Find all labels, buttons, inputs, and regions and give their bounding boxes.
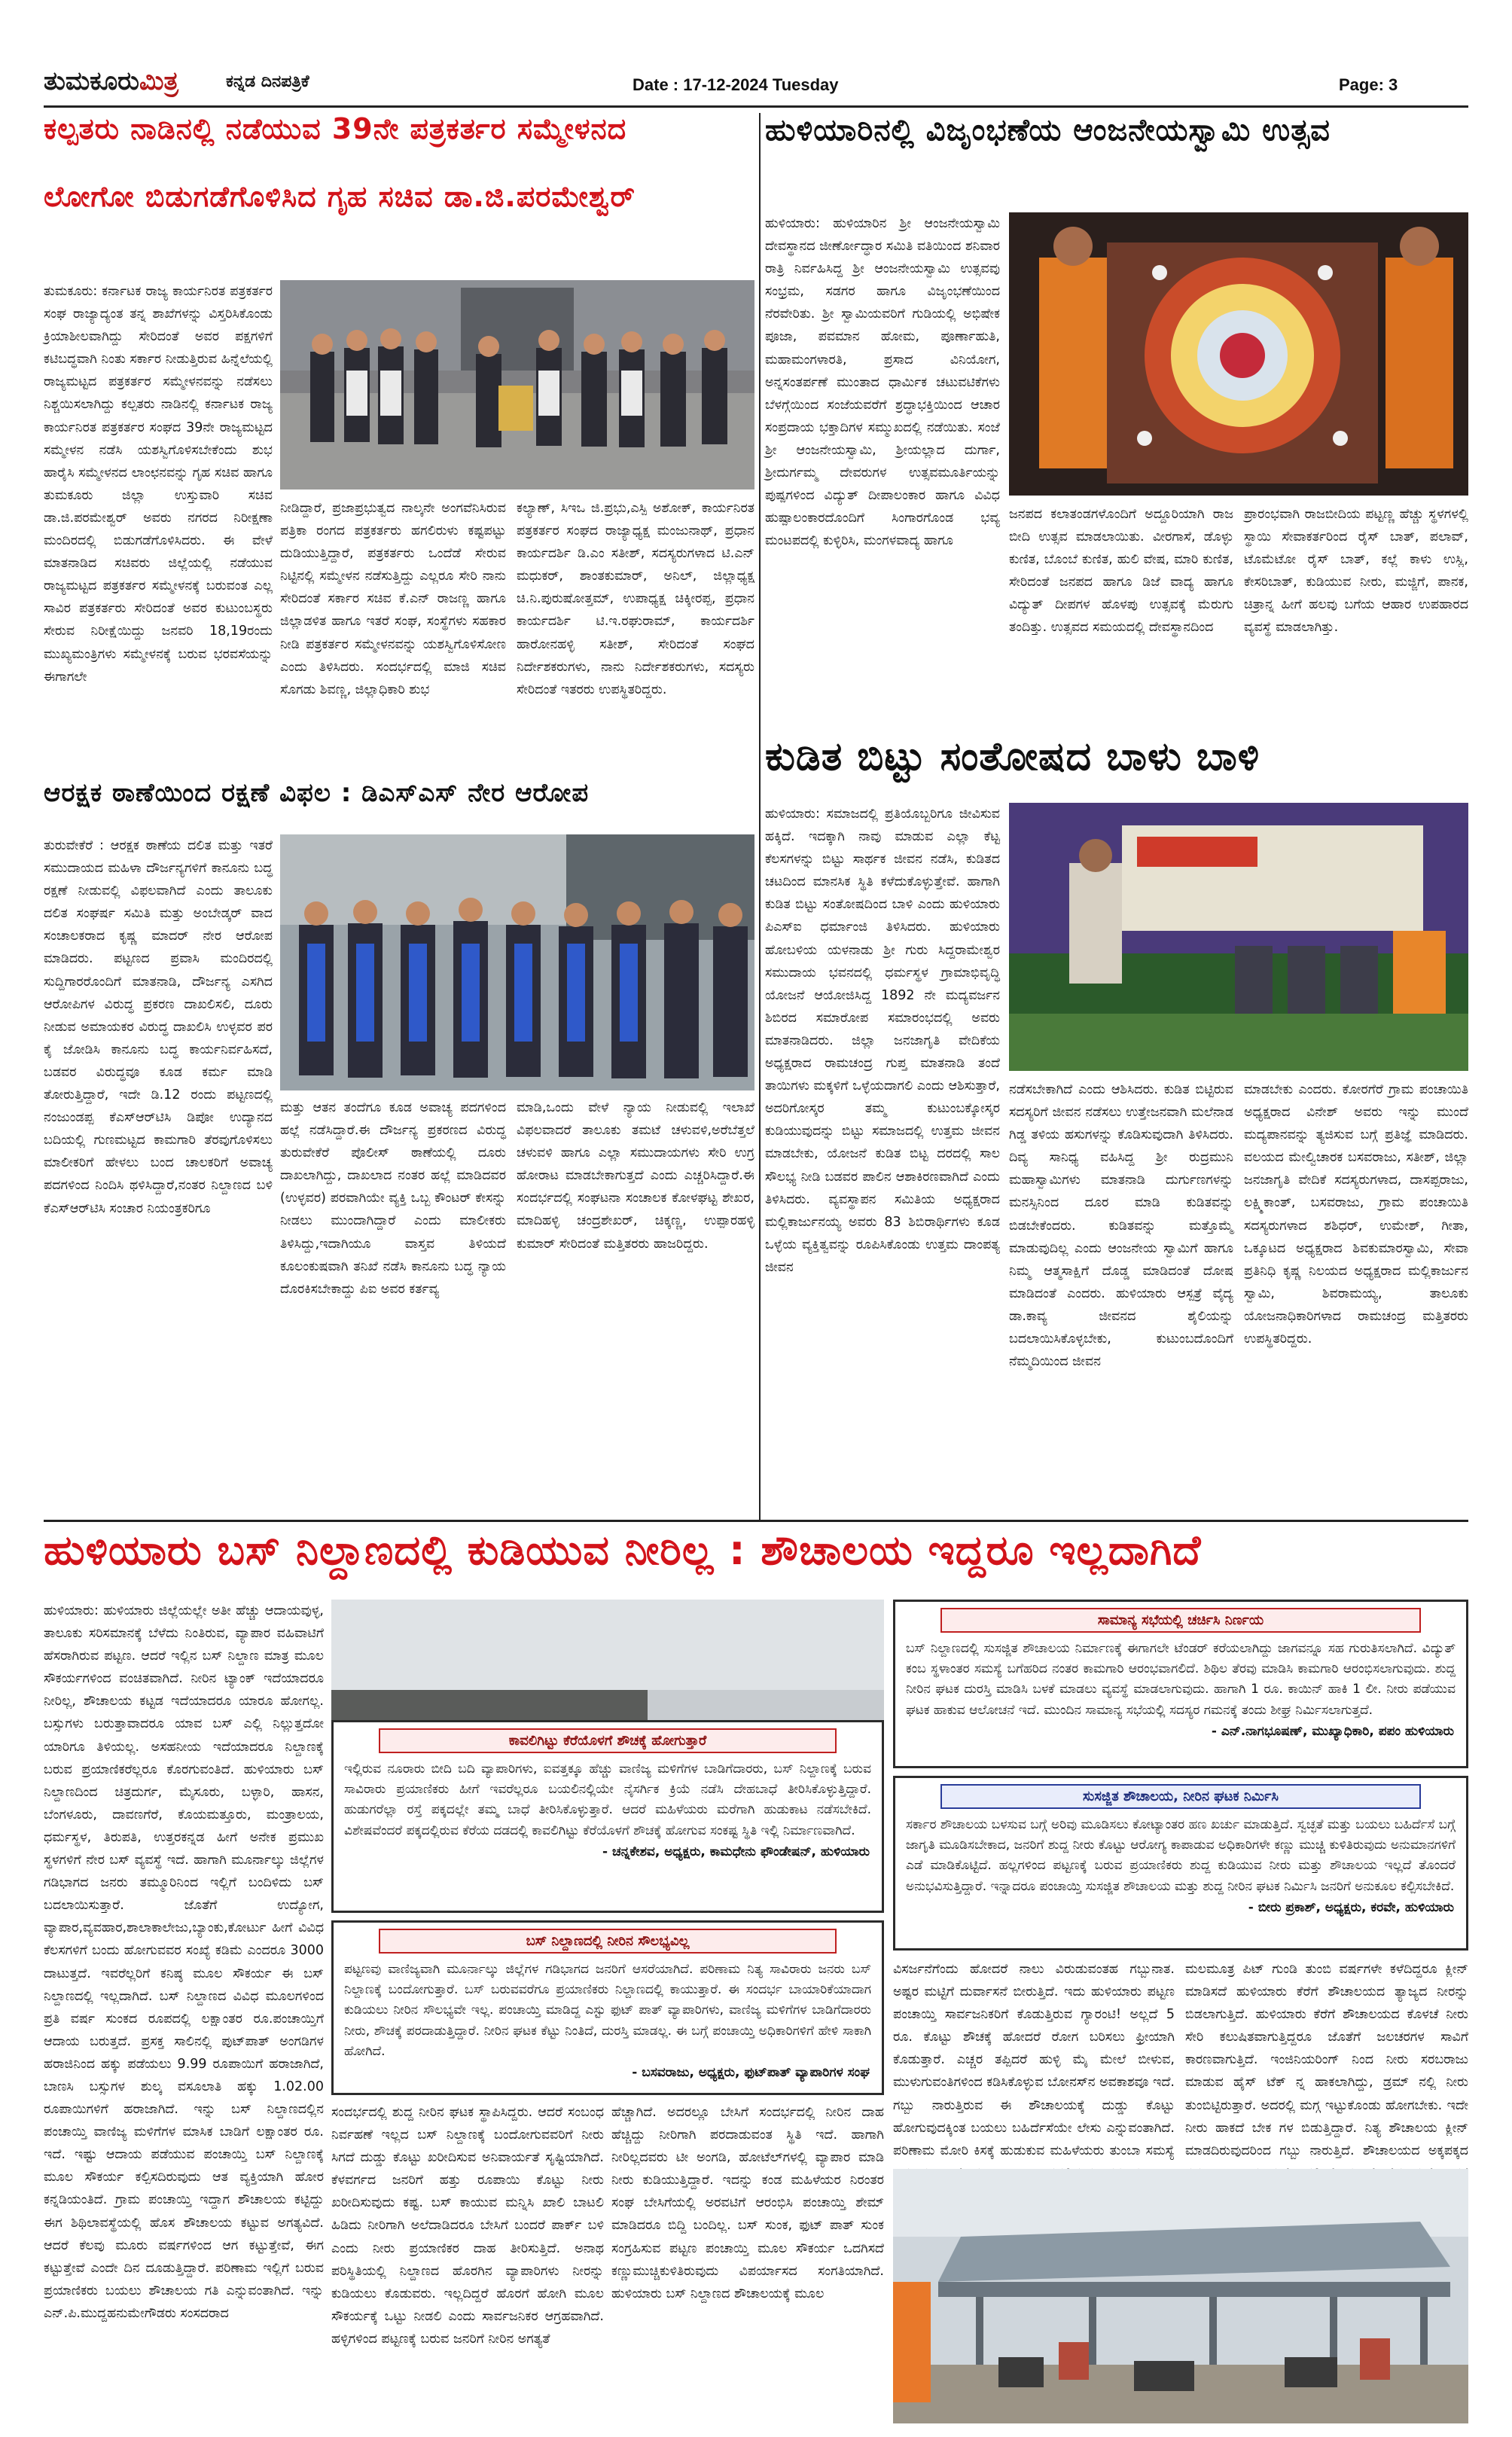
article2-headline: ಆರಕ್ಷಕ ಠಾಣೆಯಿಂದ ರಕ್ಷಣೆ ವಿಫಲ : ಡಿಎಸ್‌ಎಸ್ ನೇರ ಆರೋಪ xyxy=(44,778,590,808)
box3-body: ಬಸ್ ನಿಲ್ದಾಣದಲ್ಲಿ ಸುಸಜ್ಜಿತ ಶೌಚಾಲಯ ನಿರ್ಮಾಣಕ್ಕೆ ಈಗಾಗಲೇ ಟೆಂಡರ್ ಕರೆಯಲಾಗಿದ್ದು ಜಾಗವನ್ನೂ ಸಹ ಗುರುತಿಸಲಾಗಿದೆ. ವಿದ್ಯುತ್ ಕಂಬ ಸ್ಥಳಾಂತರ ಸಮಸ್ಯೆ ಬಗೆಹರಿದ ನಂತರ ಕಾಮಗಾರಿ ಆರಂಭವಾಗಲಿದೆ. ಶಿಥಿಲ ತೆರವು ಮಾಡಿಸಿ ಕಾಮಗಾರಿ ಆರಂಭಿಸಲಾಗುವುದು. ಶುದ್ದ ನೀರಿನ ಘಟಕ ದುರಸ್ತಿ ಮಾಡಿಸಿ ಬಳಕೆ ಮಾಡಲು ವ್ಯವಸ್ಥೆ ಮಾಡಲಾಗುವುದು. ಹಾಗಾಗಿ 1 ರೂ. ಕಾಯಿನ್ ಹಾಕಿ 1 ಲೀ. ನೀರು ಪಡೆಯುವ ಘಟಕ ಹಾಕುವ ಆಲೋಚನೆ ಇದೆ. ಮುಂದಿನ ಸಾಮಾನ್ಯ ಸಭೆಯಲ್ಲಿ ಸದಸ್ಯರ ಗಮನಕ್ಕೆ ತಂದು ಶೀಘ್ರ ನಿರ್ಮಿಸಲಾಗುತ್ತದೆ. xyxy=(906,1641,1456,1718)
box4-signature: - ಬೀರು ಪ್ರಕಾಶ್, ಅಧ್ಯಕ್ಷರು, ಕರವೇ, ಹುಳಿಯಾರು xyxy=(1248,1899,1454,1915)
article2-col3: ಮಾಡಿ,ಒಂದು ವೇಳೆ ನ್ಯಾಯ ನೀಡುವಲ್ಲಿ ಇಲಾಖೆ ವಿಫಲವಾದರೆ ತಾಲೂಕು ತಮಟೆ ಚಳುವಳಿ,ಅರೆಬೆತ್ತಲೆ ಚಳುವಳಿ ಹಾಗೂ ಎಲ್ಲಾ ಸಮುದಾಯಗಳು ಸೇರಿ ಉಗ್ರ ಹೋರಾಟ ಮಾಡಬೇಕಾಗುತ್ತದೆ ಎಂದು ಎಚ್ಚರಿಸಿದ್ದಾರೆ.ಈ ಸಂದರ್ಭದಲ್ಲಿ ಸಂಘಟನಾ ಸಂಚಾಲಕ ಕೋಳಘಟ್ಟ ಶೇಖರ, ಮಾದಿಹಳ್ಳಿ ಚಂದ್ರಶೇಖರ್, ಚಿಕ್ಕಣ್ಣ, ಉಪ್ಪಾರಹಳ್ಳಿ ಕುಮಾರ್ ಸೇರಿದಂತೆ ಮತ್ತಿತರರು ಹಾಜರಿದ್ದರು. xyxy=(517,1100,754,1252)
masthead-rule xyxy=(44,105,1468,108)
section-rule xyxy=(44,1520,1468,1522)
box2-body: ಪಟ್ಟಣವು ವಾಣಿಜ್ಯವಾಗಿ ಮೂರ್ನಾಲ್ಕು ಜಿಲ್ಲೆಗಳ ಗಡಿಭಾಗದ ಜನರಿಗೆ ಆಸರೆಯಾಗಿದೆ. ಪರಿಣಾಮ ನಿತ್ಯ ಸಾವಿರಾರು ಜನರು ಬಸ್ ನಿಲ್ದಾಣಕ್ಕೆ ಬಂದೋಗುತ್ತಾರೆ. ಬಸ್ ಬರುವವರೆಗೂ ಪ್ರಯಾಣಿಕರು ನಿಲ್ದಾಣದಲ್ಲಿ ಕಾಯುತ್ತಾರೆ. ಈ ಸಂದರ್ಭ ಬಾಯಾರಿಕೆಯಾದಾಗ ಕುಡಿಯಲು ನೀರಿನ ಸೌಲಭ್ಯವೇ ಇಲ್ಲ. ಪಂಚಾಯ್ತಿ ಮಾಡಿದ್ದ ಎಸ್ಟು ಫುಟ್ ಪಾತ್ ವ್ಯಾಪಾರಿಗಳು, ವಾಣಿಜ್ಯ ಮಳಿಗೆಗಳ ಬಾಡಿಗೆದಾರರು ನೀರು, ಶೌಚಕ್ಕೆ ಪರದಾಡುತ್ತಿದ್ದಾರೆ. ನೀರಿನ ಘಟಕ ಕೆಟ್ಟು ನಿಂತಿದೆ, ದುರಸ್ತಿ ಮಾಡಲ್ಲ. ಈ ಬಗ್ಗೆ ಪಂಚಾಯ್ತಿ ಅಧಿಕಾರಿಗಳಿಗೆ ಹೇಳಿ ಸಾಕಾಗಿ ಹೋಗಿದೆ. xyxy=(344,1962,871,2059)
box2-signature: - ಬಸವರಾಜು, ಅಧ್ಯಕ್ಷರು, ಫುಟ್‌ಪಾತ್ ವ್ಯಾಪಾರಿಗಳ ಸಂಘ xyxy=(632,2064,870,2080)
box4-title: ಸುಸಜ್ಜಿತ ಶೌಚಾಲಯ, ನೀರಿನ ಘಟಕ ನಿರ್ಮಿಸಿ xyxy=(940,1784,1421,1809)
masthead-subtitle: ಕನ್ನಡ ದಿನಪತ್ರಿಕೆ xyxy=(226,72,309,91)
box1-title: ಕಾವಲಿಗಿಟ್ಟು ಕೆರೆಯೊಳಗೆ ಶೌಚಕ್ಕೆ ಹೋಗುತ್ತಾರೆ xyxy=(379,1728,837,1753)
article3-col1: ಹುಳಿಯಾರು: ಹುಳಿಯಾರಿನ ಶ್ರೀ ಆಂಜನೇಯಸ್ವಾಮಿ ದೇವಸ್ಥಾನದ ಜೀರ್ಣೋದ್ಧಾರ ಸಮಿತಿ ವತಿಯಿಂದ ಶನಿವಾರ ರಾತ್ರಿ ನಿರ್ವಹಿಸಿದ್ದ ಶ್ರೀ ಆಂಜನೇಯಸ್ವಾಮಿ ಉತ್ಸವವು ಸಂಭ್ರಮ, ಸಡಗರ ಹಾಗೂ ವಿಜೃಂಭಣೆಯಿಂದ ನೆರವೇರಿತು. ಶ್ರೀ ಸ್ವಾಮಿಯವರಿಗೆ ಗುಡಿಯಲ್ಲಿ ಅಭಿಷೇಕ ಪೂಜಾ, ಪವಮಾನ ಹೋಮ, ಪೂರ್ಣಾಹುತಿ, ಮಹಾಮಂಗಳಾರತಿ, ಪ್ರಸಾದ ವಿನಿಯೋಗ, ಅನ್ನಸಂತರ್ಪಣೆ ಮುಂತಾದ ಧಾರ್ಮಿಕ ಚಟುವಟಿಕೆಗಳು ಬೆಳಗ್ಗೆಯಿಂದ ಸಂಜೆಯವರೆಗೆ ಶ್ರದ್ಧಾಭಕ್ತಿಯಿಂದ ಆಚಾರ ಸಂಪ್ರದಾಯ ಭಕ್ತಾದಿಗಳ ಸಮ್ಮುಖದಲ್ಲಿ ನಡೆಯಿತು. ಸಂಜೆ ಶ್ರೀ ಆಂಜನೇಯಸ್ವಾಮಿ, ಶ್ರೀಯಲ್ಲಾದ ದುರ್ಗಾ, ಶ್ರೀದುರ್ಗಮ್ಮ ದೇವರುಗಳ ಉತ್ಸವಮೂರ್ತಿಯನ್ನು ಪುಷ್ಪಗಳಿಂದ ವಿದ್ಯುತ್ ದೀಪಾಲಂಕಾರ ಹಾಗೂ ವಿವಿಧ ಹುಷ್ಪಾಲಂಕಾರದೊಂದಿಗೆ ಸಿಂಗಾರಗೊಂಡ ಭವ್ಯ ಮಂಟಪದಲ್ಲಿ ಕುಳ್ಳಿರಿಸಿ, ಮಂಗಳವಾದ್ಯ ಹಾಗೂ xyxy=(765,216,1000,549)
box-guard-lake xyxy=(331,1720,884,1913)
column-divider xyxy=(759,113,761,1521)
issue-date: Date : 17-12-2024 Tuesday xyxy=(633,75,839,94)
article5-col-box2a: ವಿಸರ್ಜನೆಗೆಂದು ಹೋದರೆ ನಾಲು ವಿರುಡುವಂತಹ ಗಬ್ಬುನಾತ. ಅಷ್ಟರ ಮಟ್ಟಿಗೆ ದುರ್ವಾಸನೆ ಬೀರುತ್ತಿದೆ. ಇದು ಹುಳಿಯಾರು ಪಟ್ಟಣ ಪಂಚಾಯ್ತಿ ಸಾರ್ವಜನಿಕರಿಗೆ ಕೊಡುತ್ತಿರುವ ಗ್ಯಾರಂಟಿ! ಅಲ್ಲದೆ 5 ರೂ. ಕೊಟ್ಟು ಶೌಚಕ್ಕೆ ಹೋದರೆ ರೋಗ ಬರಿಸಲು ಫ್ರೀಯಾಗಿ ಕೊಡುತ್ತಾರೆ. ಎಚ್ಚರ ತಪ್ಪಿದರೆ ಹುಳ್ಳಿ ಮೈ ಮೇಲೆ ಬೀಳುವ, ಮುಳುಗುವಂತಿಗಳಿಂದ ಕಡಿಸಿಕೊಳ್ಳುವ ಬೋನಸ್‌ನ ಅವಕಾಶವೂ ಇದೆ. ಗಬ್ಬು ನಾರುತ್ತಿರುವ ಈ ಶೌಚಾಲಯಕ್ಕೆ ದುಡ್ಡು ಕೊಟ್ಟು ಹೋಗುವುದಕ್ಕಿಂತ ಬಯಲು ಬಹಿರ್ದೆಸೆಯೇ ಲೇಸು ಎನ್ನುವಂತಾಗಿದೆ. ಪರಿಣಾಮ ಮೋರಿ ಕಿಸಕ್ಕೆ ಹುಡುಕುವ ಮಹಿಳೆಯರು ತುಂಬಾ ಸಮಸ್ಯೆ xyxy=(893,1962,1175,2158)
article1-photo-group xyxy=(280,280,754,490)
article1-col2: ನೀಡಿದ್ದಾರೆ, ಪ್ರಜಾಪ್ರಭುತ್ವದ ನಾಲ್ಕನೇ ಅಂಗವೆನಿಸಿರುವ ಪತ್ರಿಕಾ ರಂಗದ ಪತ್ರಕರ್ತರು ಹಗಲಿರುಳು ಕಷ್ಟಪಟ್ಟು ದುಡಿಯುತ್ತಿದ್ದಾರೆ, ಪತ್ರಕರ್ತರು ಒಂದೆಡೆ ಸೇರುವ ನಿಟ್ಟಿನಲ್ಲಿ ಸಮ್ಮೇಳನ ನಡೆಸುತ್ತಿದ್ದು ಎಲ್ಲರೂ ಸೇರಿ ನಾನು ಸೇರಿದಂತೆ ಸರ್ಕಾರ ಸಚಿವ ಕೆ.ಎನ್ ರಾಜಣ್ಣ ಹಾಗೂ ಜಿಲ್ಲಾಡಳಿತ ಹಾಗೂ ಇತರೆ ಸಂಘ, ಸಂಸ್ಥೆಗಳು ಸಹಕಾರ ನೀಡಿ ಪತ್ರಕರ್ತರ ಸಮ್ಮೇಳನವನ್ನು ಯಶಸ್ವಿಗೊಳಿಸೋಣ ಎಂದು ತಿಳಿಸಿದರು. ಸಂದರ್ಭದಲ್ಲಿ ಮಾಜಿ ಸಚಿವ ಸೊಗಡು ಶಿವಣ್ಣ, ಜಿಲ್ಲಾಧಿಕಾರಿ ಶುಭ xyxy=(280,501,506,697)
article2-col1: ತುರುವೇಕೆರೆ : ಆರಕ್ಷಕ ಠಾಣೆಯ ದಲಿತ ಮತ್ತು ಇತರೆ ಸಮುದಾಯದ ಮಹಿಳಾ ದೌರ್ಜನ್ಯಗಳಿಗೆ ಕಾನೂನು ಬದ್ಧ ರಕ್ಷಣೆ ನೀಡುವಲ್ಲಿ ವಿಫಲವಾಗಿದೆ ಎಂದು ತಾಲೂಕು ದಲಿತ ಸಂಘರ್ಷ ಸಮಿತಿ ಮತ್ತು ಅಂಬೇಡ್ಕರ್ ವಾದ ಸಂಚಾಲಕರಾದ ಕೃಷ್ಣ ಮಾದರ್ ನೇರ ಆರೋಪ ಮಾಡಿದರು. ಪಟ್ಟಣದ ಪ್ರವಾಸಿ ಮಂದಿರದಲ್ಲಿ ಸುದ್ದಿಗಾರರೊಂದಿಗೆ ಮಾತನಾಡಿ, ದೌರ್ಜನ್ಯ ಎಸಗಿದ ಆರೋಪಿಗಳ ವಿರುದ್ಧ ಪ್ರಕರಣ ದಾಖಲಿಸಲಿ, ದೂರು ನೀಡುವ ಅಮಾಯಕರ ವಿರುದ್ಧ ದಾಖಲಿಸಿ ಉಳ್ಳವರ ಪರ ಕೈ ಜೋಡಿಸಿ ಕಾನೂನು ಬದ್ಧ ಕಾರ್ಯನಿರ್ವಹಿಸದೆ, ಬಡವರ ವಿರುದ್ಧವೂ ಕೂಡ ಕರ್ಮ ಮಾಡಿ ತೋರುತ್ತಿದ್ದಾರೆ, ಇದೇ ಡಿ.12 ರಂದು ಪಟ್ಟಣದಲ್ಲಿ ನಂಜುಂಡಪ್ಪ ಕೆಎಸ್‌ಆರ್‌ಟಿಸಿ ಡಿಪೋ ಉದ್ಯಾನದ ಬದಿಯಲ್ಲಿ ಗುಣಮಟ್ಟದ ಕಾಮಗಾರಿ ತೆರವುಗೊಳಿಸಲು ಮಾಲೀಕರಿಗೆ ಹೇಳಲು ಬಂದ ಚಾಲಕರಿಗೆ ಅವಾಚ್ಯ ಪದಗಳಿಂದ ನಿಂದಿಸಿ ಥಳಿಸಿದ್ದಾರೆ,ನಂತರ ನಿಲ್ದಾಣದ ಬಳಿ ಕೆಎಸ್‌ಆರ್‌ಟಿಸಿ ಸಂಚಾರ ನಿಯಂತ್ರಕರಿಗೂ xyxy=(44,838,273,1216)
article5-col-right: ಹೆಚ್ಚಾಗಿದೆ. ಅದರಲ್ಲೂ ಬೇಸಿಗೆ ಸಂದರ್ಭದಲ್ಲಿ ನೀರಿನ ದಾಹ ಹೆಚ್ಚಿದ್ದು ನೀರಿಗಾಗಿ ಪರದಾಡುವಂತ ಸ್ಥಿತಿ ಇದೆ. ಹಾಗಾಗಿ ನೀರಿಲ್ಲದವರು ಟೀ ಅಂಗಡಿ, ಹೋಟೆಲ್‌ಗಳಲ್ಲಿ ವ್ಯಾಪಾರ ಮಾಡಿ ನೀರು ಕುಡಿಯುತ್ತಿದ್ದಾರೆ. ಇದನ್ನು ಕಂಡ ಮಹಿಳೆಯರ ನಿರಂತರ ಸಂಘ ಬೇಸಿಗೆಯಲ್ಲಿ ಅರವಟಿಗೆ ಆರಂಭಿಸಿ ಪಂಚಾಯ್ತಿ ಶೇಮ್ ಮಾಡಿದರೂ ಬಿದ್ದಿ ಬಂದಿಲ್ಲ. ಬಸ್ ಸುಂಕ, ಫುಟ್ ಪಾತ್ ಸುಂಕ ಸಂಗ್ರಹಿಸುವ ಪಟ್ಟಣ ಪಂಚಾಯ್ತಿ ಮೂಲ ಸೌಕರ್ಯ ಒದಗಿಸದೆ ಕಣ್ಣುಮುಚ್ಚಿಕುಳಿತಿರುವುದು ವಿಪರ್ಯಾಸದ ಸಂಗತಿಯಾಗಿದೆ. ಹುಳಿಯಾರು ಬಸ್ ನಿಲ್ದಾಣದ ಶೌಚಾಲಯಕ್ಕೆ ಮೂಲ xyxy=(611,2105,884,2301)
article5-col-mid: ಸಂದರ್ಭದಲ್ಲಿ ಶುದ್ದ ನೀರಿನ ಘಟಕ ಸ್ಥಾಪಿಸಿದ್ದರು. ಆದರೆ ಸಂಬಂಧ ನಿರ್ವಹಣೆ ಇಲ್ಲದ ಬಸ್ ನಿಲ್ದಾಣಕ್ಕೆ ಬಂದೋಗುವವರಿಗೆ ನೀರು ಸಿಗದೆ ದುಡ್ಡು ಕೊಟ್ಟು ಖರೀದಿಸುವ ಅನಿವಾರ್ಯತೆ ಸೃಷ್ಟಿಯಾಗಿದೆ. ಕೆಳವರ್ಗದ ಜನರಿಗೆ ಹತ್ತು ರೂಪಾಯಿ ಕೊಟ್ಟು ನೀರು ಖರೀದಿಸುವುದು ಕಷ್ಟ. ಬಸ್ ಕಾಯುವ ಮನ್ನಿಸಿ ಖಾಲಿ ಬಾಟಲಿ ಹಿಡಿದು ನೀರಿಗಾಗಿ ಅಲೆದಾಡಿದರೂ ಬೇಸಿಗೆ ಬಂದರೆ ಪಾರ್ಕ್ ಬಳಿ ಎಂದು ನೀರು ಪ್ರಯಾಣಿಕರ ದಾಹ ತೀರಿಸುತ್ತಿದೆ. ಅನಾಥ ಪರಿಸ್ಥಿತಿಯಲ್ಲಿ ನಿಲ್ದಾಣದ ಹೊರಗಿನ ವ್ಯಾಪಾರಿಗಳು ನೀರನ್ನು ಕುಡಿಯಲು ಕೊಡುವರು. ಇಲ್ಲದಿದ್ದರೆ ಹೊರಗೆ ಹೋಗಿ ಮೂಲ ಸೌಕರ್ಯಕ್ಕೆ ಒಟ್ಟು ನೀಡಲಿ ಎಂದು ಸಾರ್ವಜನಿಕರ ಆಗ್ರಹವಾಗಿದೆ. ಹಳ್ಳಿಗಳಿಂದ ಪಟ್ಟಣಕ್ಕೆ ಬರುವ ಜನರಿಗೆ ನೀರಿನ ಅಗತ್ಯತೆ xyxy=(331,2105,604,2347)
article4-col2: ನಡೆಸಬೇಕಾಗಿದೆ ಎಂದು ಆಶಿಸಿದರು. ಕುಡಿತ ಬಿಟ್ಟಿರುವ ಸದಸ್ಯರಿಗೆ ಜೀವನ ನಡೆಸಲು ಉತ್ತೇಜನವಾಗಿ ಮಲೆನಾಡ ಗಿಡ್ಡ ತಳಿಯ ಹಸುಗಳನ್ನು ಕೊಡಿಸುವುದಾಗಿ ತಿಳಿಸಿದರು. ದಿವ್ಯ ಸಾನಿಧ್ಯ ವಹಿಸಿದ್ದ ಶ್ರೀ ರುದ್ರಮುನಿ ಮಹಾಸ್ವಾಮಿಗಳು ಮಾತನಾಡಿ ದುರ್ಗುಣಗಳನ್ನು ಮನಸ್ಸಿನಿಂದ ದೂರ ಮಾಡಿ ಕುಡಿತವನ್ನು ಬಿಡಬೇಕೆಂದರು. ಕುಡಿತವನ್ನು ಮತ್ತೊಮ್ಮೆ ಮಾಡುವುದಿಲ್ಲ ಎಂದು ಆಂಜನೇಯ ಸ್ವಾಮಿಗೆ ಹಾಗೂ ನಿಮ್ಮ ಆತ್ಮಸಾಕ್ಷಿಗೆ ದೊಡ್ಡ ಮಾಡಿದಂತೆ ದೋಷ ಮಾಡಿದಂತೆ ಎಂದರು. ಹುಳಿಯಾರು ಆಸ್ಪತ್ರೆ ವೈದ್ಯ ಡಾ.ಕಾವ್ಯ ಜೀವನದ ಶೈಲಿಯನ್ನು ಬದಲಾಯಿಸಿಕೊಳ್ಳಬೇಕು, ಕುಟುಂಬದೊಂದಿಗೆ ನೆಮ್ಮದಿಯಿಂದ ಜೀವನ xyxy=(1009,1082,1233,1370)
article3-col3: ಪ್ರಾರಂಭವಾಗಿ ರಾಜಬೀದಿಯ ಪಟ್ಟಣ್ಣ ಹೆಚ್ಚು ಸ್ಥಳಗಳಲ್ಲಿ ಸ್ಥಾಯಿ ಸೇವಾಕರ್ತರಿಂದ ರೈಸ್ ಬಾತ್, ಪಲಾವ್, ಟೊಮೆಟೋ ರೈಸ್ ಬಾತ್, ಕಲ್ಲೆ ಕಾಳು ಉಸ್ಲಿ, ಕೇಸರಿಬಾತ್, ಕುಡಿಯುವ ನೀರು, ಮಜ್ಜಿಗೆ, ಪಾನಕ, ಚಿತ್ರಾನ್ನ ಹೀಗೆ ಹಲವು ಬಗೆಯ ಆಹಾರ ಉಪಹಾರದ ವ್ಯವಸ್ಥೆ ಮಾಡಲಾಗಿತ್ತು. xyxy=(1244,507,1468,636)
masthead-name-accent: ಮಿತ್ರ xyxy=(139,66,178,96)
article5-col-box2b: ಮಲಮೂತ್ರ ಪಿಟ್ ಗುಂಡಿ ತುಂಬಿ ವರ್ಷಗಳೇ ಕಳೆದಿದ್ದರೂ ಕ್ಲೀನ್ ಮಾಡಿಸದೆ ಹುಳಿಯಾರು ಕೆರೆಗೆ ಶೌಚಾಲಯದ ತ್ಯಾಜ್ಯದ ನೀರನ್ನು ಬಿಡಲಾಗುತ್ತಿದೆ. ಹುಳಿಯಾರು ಕೆರೆಗೆ ಶೌಚಾಲಯದ ಕೊಳಚೆ ನೀರು ಸೇರಿ ಕಲುಷಿತವಾಗುತ್ತಿದ್ದರೂ ಜೊತೆಗೆ ಜಲಚರಗಳ ಸಾವಿಗೆ ಕಾರಣವಾಗುತ್ತಿದೆ. ಇಂಜಿನಿಯರಿಂಗ್ ನಿಂದ ನೀರು ಸರಬರಾಜು ಮಾಡುವ ಹೈಸ್ ಟೆಕ್ ನ್ನ ಹಾಕಲಾಗಿದ್ದು, ಡ್ರಮ್ ನಲ್ಲಿ ನೀರು ತುಂಬಿಟ್ಟಿರುತ್ತಾರೆ. ಅದರಲ್ಲಿ ಮಗ್ಗ ಇಟ್ಟುಕೊಂಡು ಹೋಗಬೇಕು. ಇದೇ ನೀರು ಹಾಕದೆ ಬೇಕ ಗಳ ಬಿಡುತ್ತಿದ್ದಾರೆ. ನಿತ್ಯ ಶೌಚಾಲಯ ಕ್ಲೀನ್ ಮಾಡದಿರುವುದರಿಂದ ಗಬ್ಬು ನಾರುತ್ತಿದೆ. ಶೌಚಾಲಯದ ಅಕ್ಕಪಕ್ಕದ xyxy=(1185,1962,1468,2158)
article1-headline-line2: ಲೋಗೋ ಬಿಡುಗಡೆಗೊಳಿಸಿದ ಗೃಹ ಸಚಿವ ಡಾ.ಜಿ.ಪರಮೇಶ್ವರ್ xyxy=(44,180,636,213)
article5-headline: ಹುಳಿಯಾರು ಬಸ್ ನಿಲ್ದಾಣದಲ್ಲಿ ಕುಡಿಯುವ ನೀರಿಲ್ಲ : ಶೌಚಾಲಯ ಇದ್ದರೂ ಇಲ್ಲದಾಗಿದೆ xyxy=(44,1527,1202,1574)
article5-photo-busstand xyxy=(893,2169,1468,2423)
article4-headline: ಕುಡಿತ ಬಿಟ್ಟು ಸಂತೋಷದ ಬಾಳು ಬಾಳಿ xyxy=(765,734,1261,779)
article3-photo-utsava xyxy=(1009,212,1468,496)
article1-headline-line1: ಕಲ್ಪತರು ನಾಡಿನಲ್ಲಿ ನಡೆಯುವ 39ನೇ ಪತ್ರಕರ್ತರ ಸಮ್ಮೇಳನದ xyxy=(44,112,627,145)
box2-title: ಬಸ್ ನಿಲ್ದಾಣದಲ್ಲಿ ನೀರಿನ ಸೌಲಭ್ಯವಿಲ್ಲ xyxy=(379,1929,837,1954)
box1-body: ಇಲ್ಲಿರುವ ನೂರಾರು ಬೀದಿ ಬದಿ ವ್ಯಾಪಾರಿಗಳು, ಐವತ್ತಕ್ಕೂ ಹೆಚ್ಚು ವಾಣಿಜ್ಯ ಮಳಿಗೆಗಳ ಬಾಡಿಗೆದಾರರು, ಬಸ್ ನಿಲ್ದಾಣಕ್ಕೆ ಬರುವ ಸಾವಿರಾರು ಪ್ರಯಾಣಿಕರು ಹೀಗೆ ಇವರೆಲ್ಲರೂ ಬಯಲಿನಲ್ಲಿಯೇ ನೈಸರ್ಗಿಕ ಕ್ರಿಯೆ ನಡೆಸಿ ದೇಹಬಾಧೆ ತೀರಿಸಿಕೊಳ್ಳುತ್ತಿದ್ದಾರೆ. ಹುಡುಗರೆಲ್ಲಾ ರಸ್ತೆ ಪಕ್ಕದಲ್ಲೇ ತಮ್ಮ ಬಾಧೆ ತೀರಿಸಿಕೊಳ್ಳುತ್ತಾರೆ. ಆದರೆ ಮಹಿಳೆಯರು ಮರೆಗಾಗಿ ಹುಡುಕಾಟ ನಡೆಸಬೇಕಿದೆ. ವಿಶೇಷವೆಂದರೆ ಪಕ್ಕದಲ್ಲಿರುವ ಕೆರೆಯ ದಡದಲ್ಲಿ ಕಾವಲಿಗಿಟ್ಟು ಕೆರೆಯೊಳಗೆ ಶೌಚಕ್ಕೆ ಹೋಗುವ ಸಂಕಷ್ಟ ಸ್ಥಿತಿ ಇಲ್ಲಿ ನಿರ್ಮಾಣವಾಗಿದೆ. xyxy=(344,1761,871,1838)
box-general-meeting xyxy=(893,1600,1468,1768)
box-no-water xyxy=(331,1920,884,2095)
box4-body: ಸರ್ಕಾರ ಶೌಚಾಲಯ ಬಳಸುವ ಬಗ್ಗೆ ಅರಿವು ಮೂಡಿಸಲು ಕೋಟ್ಯಾಂತರ ಹಣ ಖರ್ಚು ಮಾಡುತ್ತಿದೆ. ಸ್ವಚ್ಛತೆ ಮತ್ತು ಬಯಲು ಬಹಿರ್ದೆಸೆ ಬಗ್ಗೆ ಜಾಗೃತಿ ಮೂಡಿಸಬೇಕಾದ, ಜನರಿಗೆ ಶುದ್ದ ನೀರು ಕೊಟ್ಟು ಆರೋಗ್ಯ ಕಾಪಾಡುವ ಅಧಿಕಾರಿಗಳೇ ಕಣ್ಣು ಮುಚ್ಚಿ ಕುಳಿತಿರುವುದು ಅನುಮಾನಗಳಿಗೆ ಎಡೆ ಮಾಡಿಕೊಟ್ಟಿದೆ. ಹಲ್ಲಗಳಿಂದ ಪಟ್ಟಣಕ್ಕೆ ಬರುವ ಪ್ರಯಾಣಿಕರು ಶುದ್ದ ಕುಡಿಯುವ ನೀರು ಮತ್ತು ಶೌಚಾಲಯ ಇಲ್ಲದೆ ತೊಂದರೆ ಅನುಭವಿಸುತ್ತಿದ್ದಾರೆ. ಇನ್ನಾದರೂ ಪಂಚಾಯ್ತಿ ಸುಸಜ್ಜಿತ ಶೌಚಾಲಯ ಮತ್ತು ಶುದ್ದ ನೀರಿನ ಘಟಕ ನಿರ್ಮಿಸಿ ಜನರಿಗೆ ಅನುಕೂಲ ಕಲ್ಪಿಸಬೇಕಿದೆ. xyxy=(906,1817,1456,1894)
article4-photo-event xyxy=(1009,803,1468,1071)
article3-col2: ಜನಪದ ಕಲಾತಂಡಗಳೊಂದಿಗೆ ಅದ್ದೂರಿಯಾಗಿ ರಾಜ ಬೀದಿ ಉತ್ಸವ ಮಾಡಲಾಯಿತು. ವೀರಗಾಸೆ, ಡೊಳ್ಳು ಕುಣಿತ, ಬೊಂಬೆ ಕುಣಿತ, ಹುಲಿ ವೇಷ, ಮಾರಿ ಕುಣಿತ, ಸೇರಿದಂತೆ ಜನಪದ ಹಾಗೂ ಡಿಜೆ ವಾದ್ಯ ಹಾಗೂ ವಿದ್ಯುತ್ ದೀಪಗಳ ಹೊಳಪು ಉತ್ಸವಕ್ಕೆ ಮೆರುಗು ತಂದಿತ್ತು. ಉತ್ಸವದ ಸಮಯದಲ್ಲಿ ದೇವಸ್ಥಾನದಿಂದ xyxy=(1009,507,1233,636)
box3-signature: - ಎನ್.ನಾಗಭೂಷಣ್, ಮುಖ್ಯಾಧಿಕಾರಿ, ಪಪಂ ಹುಳಿಯಾರು xyxy=(1211,1723,1454,1739)
article2-col2: ಮತ್ತು ಆತನ ತಂದೆಗೂ ಕೂಡ ಅವಾಚ್ಯ ಪದಗಳಿಂದ ಹಲ್ಲೆ ನಡೆಸಿದ್ದಾರೆ.ಈ ದೌರ್ಜನ್ಯ ಪ್ರಕರಣದ ವಿರುದ್ಧ ತುರುವೇಕೆರೆ ಪೊಲೀಸ್ ಠಾಣೆಯಲ್ಲಿ ದೂರು ದಾಖಲಾಗಿದ್ದು, ದಾಖಲಾದ ನಂತರ ಹಲ್ಲೆ ಮಾಡಿದವರ (ಉಳ್ಳವರ) ಪರವಾಗಿಯೇ ವ್ಯಕ್ತಿ ಒಬ್ಬ ಕೌಂಟರ್ ಕೇಸನ್ನು ನೀಡಲು ಮುಂದಾಗಿದ್ದಾರೆ ಎಂದು ಮಾಲೀಕರು ತಿಳಿಸಿದ್ದು,ಇದಾಗಿಯೂ ವಾಸ್ತವ ತಿಳಿಯದೆ ಕೂಲಂಕುಷವಾಗಿ ತನಿಖೆ ನಡೆಸಿ ಕಾನೂನು ಬದ್ಧ ನ್ಯಾಯ ದೊರಕಿಸಬೇಕಾದ್ದು ಪಿಐ ಅವರ ಕರ್ತವ್ಯ xyxy=(280,1100,506,1297)
masthead-logo xyxy=(44,66,255,102)
article1-col3: ಕಲ್ಯಾಣ್, ಸಿಇಒ ಜಿ.ಪ್ರಭು,ಎಸ್ಪಿ ಅಶೋಕ್, ಕಾರ್ಯನಿರತ ಪತ್ರಕರ್ತರ ಸಂಘದ ರಾಜ್ಯಾಧ್ಯಕ್ಷ ಮಂಜುನಾಥ್, ಪ್ರಧಾನ ಕಾರ್ಯದರ್ಶಿ ಡಿ.ಎಂ ಸತೀಶ್, ಸದಸ್ಯರುಗಳಾದ ಟಿ.ಎನ್ ಮಧುಕರ್, ಶಾಂತಕುಮಾರ್, ಅನಿಲ್, ಜಿಲ್ಲಾಧ್ಯಕ್ಷ ಚಿ.ನಿ.ಪುರುಷೋತ್ತಮ್, ಉಪಾಧ್ಯಕ್ಷ ಚಿಕ್ಕೀರಪ್ಪ, ಪ್ರಧಾನ ಕಾರ್ಯದರ್ಶಿ ಟಿ.ಇ.ರಘುರಾಮ್, ಕಾರ್ಯದರ್ಶಿ ಹಾರೋನಹಳ್ಳಿ ಸತೀಶ್, ಸೇರಿದಂತೆ ಸಂಘದ ನಿರ್ದೇಶಕರುಗಳು, ನಾನು ನಿರ್ದೇಶಕರುಗಳು, ಸದಸ್ಯರು ಸೇರಿದಂತೆ ಇತರರು ಉಪಸ್ಥಿತರಿದ್ದರು. xyxy=(517,501,754,697)
box1-signature: - ಚನ್ನಕೇಶವ, ಅಧ್ಯಕ್ಷರು, ಕಾಮಧೇನು ಫೌಂಡೇಷನ್, ಹುಳಿಯಾರು xyxy=(602,1844,870,1859)
page-number: Page: 3 xyxy=(1339,75,1398,94)
article5-col-left: ಹುಳಿಯಾರು: ಹುಳಿಯಾರು ಜಿಲ್ಲೆಯಲ್ಲೇ ಅತೀ ಹೆಚ್ಚು ಆದಾಯವುಳ್ಳ, ತಾಲೂಕು ಸರಿಸಮಾನಕ್ಕೆ ಬೆಳೆದು ನಿಂತಿರುವ, ವ್ಯಾಪಾರ ವಹಿವಾಟಿಗೆ ಹೆಸರಾಗಿರುವ ಪಟ್ಟಣ. ಆದರೆ ಇಲ್ಲಿನ ಬಸ್ ನಿಲ್ದಾಣ ಮಾತ್ರ ಮೂಲ ಸೌಕರ್ಯಗಳಿಂದ ವಂಚಿತವಾಗಿದೆ. ನೀರಿನ ಟ್ಯಾಂಕ್ ಇದೆಯಾದರೂ ನೀರಿಲ್ಲ, ಶೌಚಾಲಯ ಕಟ್ಟಡ ಇದೆಯಾದರೂ ಯಾರೂ ಹೋಗಲ್ಲ. ಬಸ್ಸುಗಳು ಬರುತ್ತಾವಾದರೂ ಯಾವ ಬಸ್ ಎಲ್ಲಿ ನಿಲ್ಲುತ್ತದೋ ಯಾರಿಗೂ ತಿಳಿಯಲ್ಲ. ಅಸಹನೀಯ ಇದೆಯಾದರೂ ನಿಲ್ದಾಣಕ್ಕೆ ಬರುವ ಪ್ರಯಾಣಿಕರೆಲ್ಲರೂ ಕೊರಗುವಂತಿದೆ. ಹುಳಿಯಾರು ಬಸ್ ನಿಲ್ದಾಣದಿಂದ ಚಿತ್ರದುರ್ಗ, ಮೈಸೂರು, ಬಳ್ಳಾರಿ, ಹಾಸನ, ಬೆಂಗಳೂರು, ದಾವಣಗೆರೆ, ಕೊಯಮತ್ತೂರು, ಮಂತ್ರಾಲಯ, ಧರ್ಮಸ್ಥಳ, ತಿರುಪತಿ, ಉತ್ತರಕನ್ನಡ ಹೀಗೆ ಅನೇಕ ಪ್ರಮುಖ ಸ್ಥಳಗಳಿಗೆ ನೇರ ಬಸ್ ವ್ಯವಸ್ಥೆ ಇದೆ. ಹಾಗಾಗಿ ಮೂರ್ನಾಲ್ಕು ಜಿಲ್ಲೆಗಳ ಗಡಿಭಾಗದ ಜನರು ತಮ್ಮೂರಿನಿಂದ ಇಲ್ಲಿಗೆ ಬಂದಿಳಿದು ಬಸ್ ಬದಲಾಯಿಸುತ್ತಾರೆ. ಜೊತೆಗೆ ಉದ್ಯೋಗ, ವ್ಯಾಪಾರ,ವ್ಯವಹಾರ,ಶಾಲಾಕಾಲೇಜು,ಬ್ಯಾಂಕು,ಕೋರ್ಟು ಹೀಗೆ ವಿವಿಧ ಕೆಲಸಗಳಿಗೆ ಬಂದು ಹೋಗುವವರ ಸಂಖ್ಯೆ ಕಡಿಮೆ ಎಂದರೂ 3000 ದಾಟುತ್ತದೆ. ಇವರೆಲ್ಲರಿಗೆ ಕನಿಷ್ಠ ಮೂಲ ಸೌಕರ್ಯ ಈ ಬಸ್ ನಿಲ್ದಾಣದಲ್ಲಿ ಇಲ್ಲದಾಗಿದೆ. ಬಸ್ ನಿಲ್ದಾಣದ ವಿವಿಧ ಮೂಲಗಳಿಂದ ಪ್ರತಿ ವರ್ಷ ಸುಂಕದ ರೂಪದಲ್ಲಿ ಲಕ್ಷಾಂತರ ರೂ.ಪಂಚಾಯ್ತಿಗೆ ಆದಾಯ ಬರುತ್ತದೆ. ಪ್ರಸಕ್ತ ಸಾಲಿನಲ್ಲಿ ಪುಟ್‌ಪಾತ್ ಅಂಗಡಿಗಳ ಹರಾಜಿನಿಂದ ಹಕ್ಕು ಪಡೆಯಲು 9.99 ರೂಪಾಯಿಗೆ ಹರಾಜಾಗಿದೆ, ಬಾಣಸಿ ಬಸ್ಸುಗಳ ಶುಲ್ಕ ವಸೂಲಾತಿ ಹಕ್ಕು 1.02.00 ರೂಪಾಯಿಗಳಿಗೆ ಹರಾಜಾಗಿದೆ. ಇನ್ನು ಬಸ್ ನಿಲ್ದಾಣದಲ್ಲಿನ ಪಂಚಾಯ್ತಿ ವಾಣಿಜ್ಯ ಮಳಿಗೆಗಳ ಮಾಸಿಕ ಬಾಡಿಗೆ ಲಕ್ಷಾಂತರ ರೂ. ಇದೆ. ಇಷ್ಟು ಆದಾಯ ಪಡೆಯುವ ಪಂಚಾಯ್ತಿ ಬಸ್ ನಿಲ್ದಾಣಕ್ಕೆ ಮೂಲ ಸೌಕರ್ಯ ಕಲ್ಪಿಸದಿರುವುದು ಆತ ವ್ಯಕ್ತಿಯಾಗಿ ಹೋರ ಕನ್ನಡಿಯಂತಿದೆ. ಗ್ರಾಮ ಪಂಚಾಯ್ತಿ ಇದ್ದಾಗ ಶೌಚಾಲಯ ಕಟ್ಟಿದ್ದು ಈಗ ಶಿಥಿಲಾವಸ್ಥೆಯಲ್ಲಿ ಹೊಸ ಶೌಚಾಲಯ ಕಟ್ಟುವ ಅಗತ್ಯವಿದೆ. ಆದರೆ ಕೆಲವು ಮೂರು ವರ್ಷಗಳಿಂದ ಆಗ ಕಟ್ಟುತ್ತೇವೆ, ಈಗ ಕಟ್ಟುತ್ತೇವೆ ಎಂದೇ ದಿನ ದೂಡುತ್ತಿದ್ದಾರೆ. ಪರಿಣಾಮ ಇಲ್ಲಿಗೆ ಬರುವ ಪ್ರಯಾಣಿಕರು ಬಯಲು ಶೌಚಾಲಯ ಗತಿ ಎನ್ನುವಂತಾಗಿದೆ. ಇನ್ನು ಎನ್.ಪಿ.ಮುದ್ದಹನುಮೇಗೌಡರು ಸಂಸದರಾದ xyxy=(44,1603,324,2321)
article2-photo-group xyxy=(280,834,754,1090)
article4-col3: ಮಾಡಬೇಕು ಎಂದರು. ಕೋರಗೆರೆ ಗ್ರಾಮ ಪಂಚಾಯಿತಿ ಅಧ್ಯಕ್ಷರಾದ ವಿನೇಶ್ ಅವರು ಇನ್ನು ಮುಂದೆ ಮದ್ಯಪಾನವನ್ನು ತ್ಯಜಿಸುವ ಬಗ್ಗೆ ಪ್ರತಿಜ್ಞೆ ಮಾಡಿದರು. ವಲಯದ ಮೇಲ್ವಿಚಾರಕ ಬಸವರಾಜು, ಸತೀಶ್, ಜಿಲ್ಲಾ ಜನಜಾಗೃತಿ ವೇದಿಕೆ ಸದಸ್ಯರುಗಳಾದ, ದಾಸಪ್ಪರಾಜು, ಲಕ್ಷ್ಮಿಕಾಂತ್, ಬಸವರಾಜು, ಗ್ರಾಮ ಪಂಚಾಯಿತಿ ಸದಸ್ಯರುಗಳಾದ ಶಶಿಧರ್, ಉಮೇಶ್, ಗೀತಾ, ಒಕ್ಕೂಟದ ಅಧ್ಯಕ್ಷರಾದ ಶಿವಕುಮಾರಸ್ವಾಮಿ, ಸೇವಾ ಪ್ರತಿನಿಧಿ ಕೃಷ್ಣ ನಿಲಯದ ಅಧ್ಯಕ್ಷರಾದ ಮಲ್ಲಿಕಾರ್ಜುನ ಸ್ವಾಮಿ, ಶಿವರಾಮಯ್ಯ, ತಾಲೂಕು ಯೋಜನಾಧಿಕಾರಿಗಳಾದ ರಾಮಚಂದ್ರ ಮತ್ತಿತರರು ಉಪಸ್ಥಿತರಿದ್ದರು. xyxy=(1244,1082,1468,1347)
article3-headline: ಹುಳಿಯಾರಿನಲ್ಲಿ ವಿಜೃಂಭಣೆಯ ಆಂಜನೇಯಸ್ವಾಮಿ ಉತ್ಸವ xyxy=(765,113,1331,148)
masthead-name: ತುಮಕೂರು xyxy=(44,66,139,96)
article1-col1: ತುಮಕೂರು: ಕರ್ನಾಟಕ ರಾಜ್ಯ ಕಾರ್ಯನಿರತ ಪತ್ರಕರ್ತರ ಸಂಘ ರಾಜ್ಯಾದ್ಯಂತ ತನ್ನ ಶಾಖೆಗಳನ್ನು ವಿಸ್ತರಿಸಿಕೊಂಡು ಕ್ರಿಯಾಶೀಲವಾಗಿದ್ದು ಸೇರಿದಂತೆ ಅವರ ಪಕ್ಷಗಳಿಗೆ ಕಟಿಬದ್ಧವಾಗಿ ನಿಂತು ಸರ್ಕಾರ ನೀಡುತ್ತಿರುವ ಹಿನ್ನೆಲೆಯಲ್ಲಿ ರಾಜ್ಯಮಟ್ಟದ ಪತ್ರಕರ್ತರ ಸಮ್ಮೇಳನವನ್ನು ನಡೆಸಲು ನಿಶ್ಚಯಿಸಲಾಗಿದ್ದು ಕಲ್ಪತರು ನಾಡಿನಲ್ಲಿ ಕರ್ನಾಟಕ ರಾಜ್ಯ ಕಾರ್ಯನಿರತ ಪತ್ರಕರ್ತರ ಸಂಘದ 39ನೇ ರಾಜ್ಯಮಟ್ಟದ ಸಮ್ಮೇಳನ ನಡೆಸಿ ಯಶಸ್ವಿಗೊಳಿಸಬೇಕೆಂದು ಶುಭ ಹಾರೈಸಿ ಸಮ್ಮೇಳನದ ಲಾಂಛನವನ್ನು ಗೃಹ ಸಚಿವ ಹಾಗೂ ತುಮಕೂರು ಜಿಲ್ಲಾ ಉಸ್ತುವಾರಿ ಸಚಿವ ಡಾ.ಜಿ.ಪರಮೇಶ್ವರ್ ಅವರು ನಗರದ ನಿರೀಕ್ಷಣಾ ಮಂದಿರದಲ್ಲಿ ಬಿಡುಗಡೆಗೊಳಿಸಿದರು. ಈ ವೇಳೆ ಮಾತನಾಡಿದ ಸಚಿವರು ಜಿಲ್ಲೆಯಲ್ಲಿ ನಡೆಯುವ ರಾಜ್ಯಮಟ್ಟದ ಪತ್ರಕರ್ತರ ಸಮ್ಮೇಳನಕ್ಕೆ ಬರುವಂತ ಎಲ್ಲ ಸಾವಿರ ಪತ್ರಕರ್ತರು ಸೇರಿದಂತೆ ಅವರ ಕುಟುಂಬಸ್ಥರು ಸೇರುವ ನಿರೀಕ್ಷೆಯಿದ್ದು ಜನವರಿ 18,19ರಂದು ಮುಖ್ಯಮಂತ್ರಿಗಳು ಸಮ್ಮೇಳನಕ್ಕೆ ಬರುವ ಭರವಸೆಯನ್ನು ಈಗಾಗಲೇ xyxy=(44,284,273,685)
article4-col1: ಹುಳಿಯಾರು: ಸಮಾಜದಲ್ಲಿ ಪ್ರತಿಯೊಬ್ಬರಿಗೂ ಜೀವಿಸುವ ಹಕ್ಕಿದೆ. ಇದಕ್ಕಾಗಿ ನಾವು ಮಾಡುವ ಎಲ್ಲಾ ಕೆಟ್ಟ ಕೆಲಸಗಳನ್ನು ಬಿಟ್ಟು ಸಾರ್ಥಕ ಜೀವನ ನಡೆಸಿ, ಕುಡಿತದ ಚಟದಿಂದ ಮಾನಸಿಕ ಸ್ಥಿತಿ ಕಳೆದುಕೊಳ್ಳುತ್ತೇವೆ. ಹಾಗಾಗಿ ಕುಡಿತ ಬಿಟ್ಟು ಸಂತೋಷದಿಂದ ಬಾಳಿ ಎಂದು ಹುಳಿಯಾರು ಪಿಎಸ್‌ಐ ಧರ್ಮಾಂಜಿ ತಿಳಿಸಿದರು. ಹುಳಿಯಾರು ಹೋಬಳಿಯ ಯಳನಾಡು ಶ್ರೀ ಗುರು ಸಿದ್ದರಾಮೇಶ್ವರ ಸಮುದಾಯ ಭವನದಲ್ಲಿ ಧರ್ಮಸ್ಥಳ ಗ್ರಾಮಾಭಿವೃದ್ಧಿ ಯೋಜನೆ ಆಯೋಜಿಸಿದ್ದ 1892 ನೇ ಮದ್ಯವರ್ಜನ ಶಿಬಿರದ ಸಮಾರೋಪ ಸಮಾರಂಭದಲ್ಲಿ ಅವರು ಮಾತನಾಡಿದರು. ಜಿಲ್ಲಾ ಜನಜಾಗೃತಿ ವೇದಿಕೆಯ ಅಧ್ಯಕ್ಷರಾದ ರಾಮಚಂದ್ರ ಗುಪ್ತ ಮಾತನಾಡಿ ತಂದೆ ತಾಯಿಗಳು ಮಕ್ಕಳಿಗೆ ಒಳ್ಳೆಯದಾಗಲಿ ಎಂದು ಆಶಿಸುತ್ತಾರೆ, ಅದರಿಗೋಸ್ಕರ ತಮ್ಮ ಕುಟುಂಬಕ್ಕೋಸ್ಕರ ಕುಡಿಯುವುದನ್ನು ಬಿಟ್ಟು ಸಮಾಜದಲ್ಲಿ ಉತ್ತಮ ಜೀವನ ಮಾಡಬೇಕು, ಯೋಜನೆ ಕುಡಿತ ಬಿಟ್ಟ ದರದಲ್ಲಿ ಸಾಲ ಸೌಲಭ್ಯ ನೀಡಿ ಬಡವರ ಪಾಲಿನ ಆಶಾಕಿರಣವಾಗಿದೆ ಎಂದು ತಿಳಿಸಿದರು. ವ್ಯವಸ್ಥಾಪನ ಸಮಿತಿಯ ಅಧ್ಯಕ್ಷರಾದ ಮಲ್ಲಿಕಾರ್ಜುನಯ್ಯ ಅವರು 83 ಶಿಬಿರಾರ್ಥಿಗಳು ಕೂಡ ಒಳ್ಳೆಯ ವ್ಯಕ್ತಿತ್ವವನ್ನು ರೂಪಿಸಿಕೊಂಡು ಉತ್ತಮ ದಾಂಪತ್ಯ ಜೀವನ xyxy=(765,807,1000,1275)
box-build-facility xyxy=(893,1776,1468,1951)
box3-title: ಸಾಮಾನ್ಯ ಸಭೆಯಲ್ಲಿ ಚರ್ಚಿಸಿ ನಿರ್ಣಯ xyxy=(940,1608,1421,1633)
